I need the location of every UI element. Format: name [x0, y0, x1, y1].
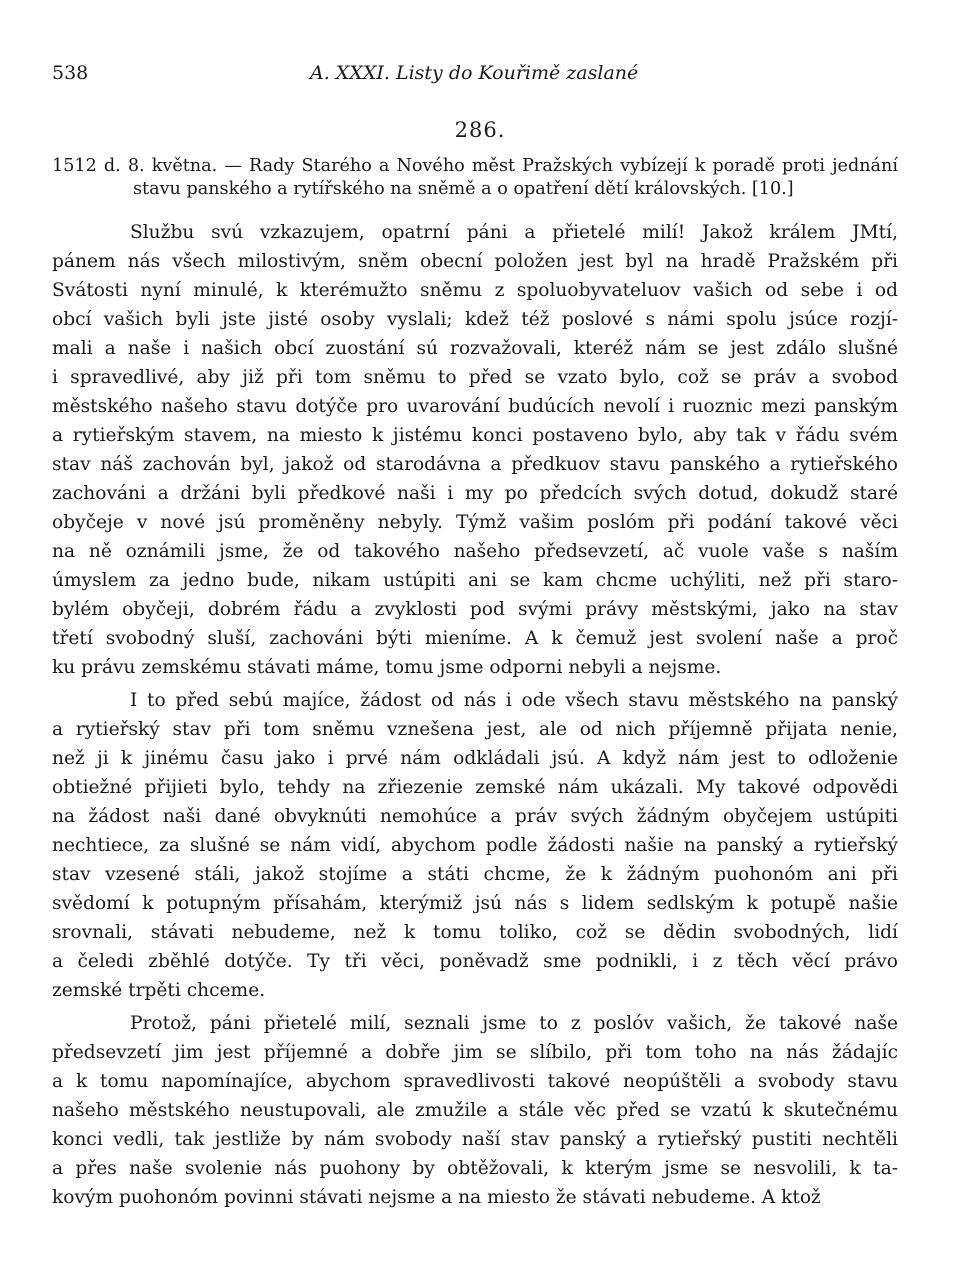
text-line: I to před sebú majíce, žádost od nás i ode všech stavu městského na panský	[130, 690, 898, 711]
text-line: srovnali, stávati nebudeme, než k tomu toliko, což se dědin svobodných, lidí	[52, 922, 898, 943]
paragraph	[52, 218, 898, 682]
page-number: 538	[52, 62, 89, 84]
text-line: a čeledi zběhlé dotýče. Ty tři věci, poněvadž sme podnikli, i z těch věcí právo	[52, 951, 898, 972]
text-line: zemské trpěti chceme.	[52, 980, 266, 1001]
text-line: bylém obyčeji, dobrém řádu a zvyklosti pod svými právy městskými, jako na stav	[52, 599, 898, 620]
text-line: na žádost naši dané obvyknúti nemohúce a práv svých žádným obyčejem ustúpiti	[52, 806, 898, 827]
text-line: stav náš zachován byl, jakož od starodávna a předkuov stavu panského a rytieřského	[52, 454, 898, 475]
regest-line: 1512 d. 8. května. — Rady Starého a Nového měst Pražských vybízejí k poradě proti jednání	[52, 156, 898, 176]
text-line: zachováni a držáni byli předkové naši i my po předcích svých dotud, dokudž staré	[52, 483, 898, 504]
text-line: kovým puohonóm povinni stávati nejsme a na miesto že stávati nebudeme. A ktož	[52, 1187, 821, 1208]
text-line: pánem nás všech milostivým, sněm obecní položen jest byl na hradě Pražském při	[52, 251, 898, 272]
text-line: Svátosti nyní minulé, k kterémužto sněmu z spoluobyvateluov vašich od sebe i od	[52, 280, 898, 301]
running-head	[52, 62, 898, 92]
text-line: obtiežné přijieti bylo, tehdy na zřiezenie zemské nám ukázali. My takové odpovědi	[52, 777, 898, 798]
running-title: A. XXXI. Listy do Kouřimě zaslané	[310, 62, 639, 84]
text-line: konci vedli, tak jestliže by nám svobody naší stav panský a rytieřský pustiti nechtěli	[52, 1129, 898, 1150]
paragraph	[52, 1009, 898, 1212]
text-line: předsevzetí jim jest příjemné a dobře jim se slíbilo, při tom toho na nás žádajíc	[52, 1042, 898, 1063]
text-line: a k tomu napomínajíce, abychom spravedlivosti takové neopúštěli a svobody stavu	[52, 1071, 898, 1092]
text-line: svědomí k potupným přísahám, kterýmiž jsú nás s lidem sedlským k potupě našie	[52, 893, 898, 914]
text-line: i spravedlivé, aby již při tom sněmu to před se vzato bylo, což se práv a svobod	[52, 367, 898, 388]
regest-line: stavu panského a rytířského na sněmě a o opatření dětí královských. [10.]	[133, 179, 794, 199]
text-line: na ně oznámili jsme, že od takového našeho předsevzetí, ač vuole vaše s naším	[52, 541, 898, 562]
text-line: ku právu zemskému stávati máme, tomu jsme odporni nebyli a nejsme.	[52, 657, 722, 678]
text-line: obyčeje v nové jsú proměněny nebyly. Týmž vašim poslóm při podání takové věci	[52, 512, 898, 533]
text-line: úmyslem za jedno bude, nikam ustúpiti ani se kam chcme uchýliti, než při staro-	[52, 570, 898, 591]
paragraph	[52, 686, 898, 1005]
text-line: Službu svú vzkazujem, opatrní páni a přietelé milí! Jakož králem JMtí,	[130, 222, 898, 243]
document-number: 286.	[454, 118, 506, 142]
letter-body	[52, 218, 898, 1212]
text-line: našeho městského neustupovali, ale zmužile a stále věc před se vzatú k skutečnému	[52, 1100, 898, 1121]
text-line: obcí vašich byli jste jisté osoby vyslali; kdež též poslové s námi spolu jsúce rozjí-	[52, 309, 898, 330]
text-line: a rytieřský stav při tom sněmu vznešena jest, ale od nich příjemně přijata nenie,	[52, 719, 898, 740]
text-line: třetí svobodný sluší, zachováni býti mieníme. A k čemuž jest svolení naše a proč	[52, 628, 898, 649]
regest	[52, 155, 898, 201]
text-line: stav vzesené stáli, jakož stojíme a státi chcme, že k žádným puohonóm ani při	[52, 864, 898, 885]
text-line: a rytieřským stavem, na miesto k jistému konci postaveno bylo, aby tak v řádu svém	[52, 425, 898, 446]
text-line: a přes naše svolenie nás puohony by obtěžovali, k kterým jsme se nesvolili, k ta-	[52, 1158, 898, 1179]
text-line: Protož, páni přietelé milí, seznali jsme to z poslóv vašich, že takové naše	[130, 1013, 898, 1034]
text-line: mali a naše i našich obcí zuostání sú rozvažovali, kteréž nám se jest zdálo slušné	[52, 338, 898, 359]
text-line: než ji k jinému času jako i prvé nám odkládali jsú. A když nám jest to odloženie	[52, 748, 898, 769]
text-line: městského našeho stavu dotýče pro uvarování budúcích nevolí i ruoznic mezi panským	[52, 396, 898, 417]
text-line: nechtiece, za slušné se nám vidí, abychom podle žádosti našie na panský a rytieřský	[52, 835, 898, 856]
